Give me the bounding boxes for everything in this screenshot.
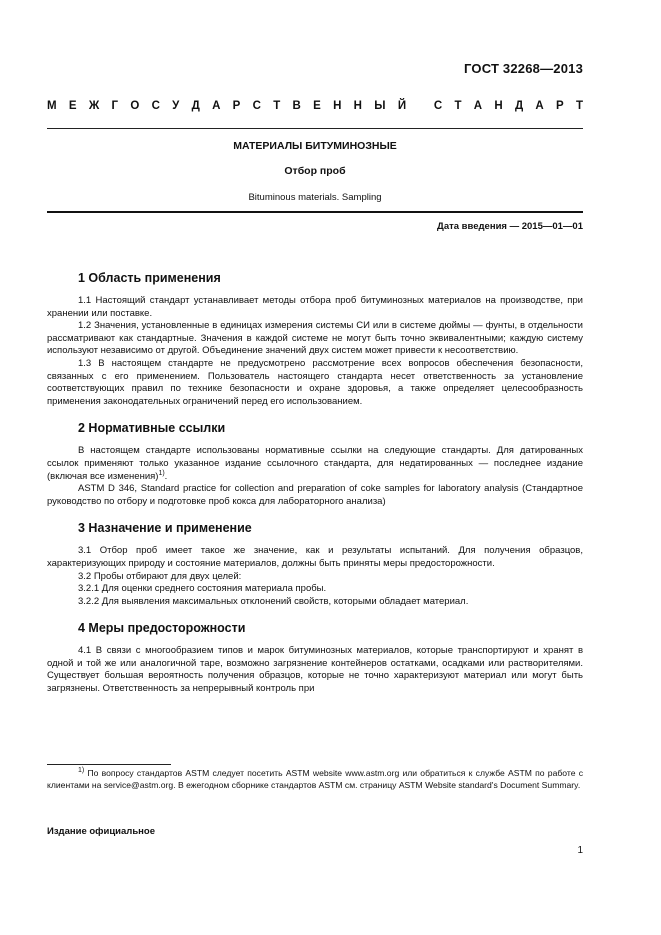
standard-type-letter: Е xyxy=(313,100,321,112)
paragraph: 3.2.1 Для оценки среднего состояния материала пробы. xyxy=(78,583,327,595)
page-number: 1 xyxy=(577,845,583,856)
standard-type-letter: М xyxy=(47,100,57,112)
standard-type-letter: О xyxy=(130,100,140,112)
standard-type-letter: Т xyxy=(273,100,281,112)
paragraph xyxy=(47,445,583,483)
document-title-english: Bituminous materials. Sampling xyxy=(248,192,382,203)
standard-type-letter: Р xyxy=(556,100,564,112)
document-body xyxy=(47,270,583,708)
standard-type-letter: Н xyxy=(494,100,503,112)
paragraph-text: В настоящем стандарте использованы нормативные ссылки на следующие стандарты. Для датированных ссылок применяют только указанное издание ссылочного стандарта, для недатированных — последнее издание (включая все изменения) xyxy=(47,445,583,482)
paragraph: 1.3 В настоящем стандарте не предусмотрено рассмотрение всех вопросов обеспечения безопасности, связанных с его применением. Пользователь настоящего стандарта несет ответственность за установление соответствующих правил по технике безопасности и охране здоровья, а также определяет целесообразность применения законодательных ограничений перед его использованием. xyxy=(47,357,583,407)
paragraph: 3.1 Отбор проб имеет такое же значение, как и результаты испытаний. Для получения образцов, характеризующих природу и состояние материалов, должны быть приняты меры предосторожности. xyxy=(47,545,583,569)
title-divider xyxy=(47,211,583,213)
paragraph: 4.1 В связи с многообразием типов и марок битуминозных материалов, которые транспортируют и хранят в одной и той же или аналогичной таре, возможно загрязнение контейнеров остатками, осадками или растворителями. Существует большая вероятность получения образцов, которые не точно характеризуют материал или могут быть загрязнены. Ответственность за непрерывный контроль при xyxy=(47,645,583,695)
standard-type-letter: Д xyxy=(514,100,524,112)
paragraph: 3.2.2 Для выявления максимальных отклонений свойств, которыми обладает материал. xyxy=(78,595,469,607)
paragraph: 1.1 Настоящий стандарт устанавливает методы отбора проб битуминозных материалов на производстве, при хранении или поставке. xyxy=(47,295,583,319)
standard-type-letter: С xyxy=(252,100,261,112)
standard-type-letter: С xyxy=(433,100,443,112)
footnote-paragraph xyxy=(47,767,583,791)
footnote-divider xyxy=(47,764,171,765)
document-subtitle: Отбор проб xyxy=(284,165,346,177)
standard-type-letter: У xyxy=(172,100,180,112)
standard-type-letter: Ы xyxy=(374,100,386,112)
standard-type-letter: Р xyxy=(232,100,241,112)
standard-code: ГОСТ 32268—2013 xyxy=(464,61,583,76)
standard-type-letter: Г xyxy=(111,100,119,112)
official-edition-label: Издание официальное xyxy=(47,826,155,837)
standard-type-letter: С xyxy=(151,100,160,112)
standard-type-letter: Е xyxy=(68,100,77,112)
standard-type-letter: Ж xyxy=(88,100,100,112)
paragraph: ASTM D 346, Standard practice for collection and preparation of coke samples for laboratory analysis (Стандартное руководство по отбору и подготовке проб кокса для лабораторного анализа) xyxy=(47,483,583,507)
footnote-text: По вопросу стандартов ASTM следует посетить ASTM website www.astm.org или обратиться к службе ASTM по работе с клиентами на service@astm.org. В ежегодном сборнике стандартов ASTM см. страницу ASTM Website standard's Document Summary. xyxy=(47,768,583,790)
standard-type-letter: Н xyxy=(333,100,342,112)
standard-type-letter: Т xyxy=(454,100,462,112)
section-heading: 3 Назначение и применение xyxy=(78,521,252,536)
standard-type-letter: А xyxy=(473,100,483,112)
standard-type-letter: В xyxy=(292,100,301,112)
standard-type-letter xyxy=(418,100,421,112)
paragraph: 3.2 Пробы отбирают для двух целей: xyxy=(78,570,242,582)
section-precautions xyxy=(47,620,583,695)
footnote-mark: 1) xyxy=(78,767,85,775)
standard-type-letter: Т xyxy=(575,100,583,112)
header-divider xyxy=(47,128,583,129)
standard-type-letter: А xyxy=(212,100,221,112)
footnote-ref: 1) xyxy=(158,469,165,477)
section-heading: 4 Меры предосторожности xyxy=(78,621,246,636)
section-purpose xyxy=(47,520,583,608)
paragraph-end: . xyxy=(164,470,168,482)
standard-type-letter: Д xyxy=(191,100,200,112)
document-title: МАТЕРИАЛЫ БИТУМИНОЗНЫЕ xyxy=(233,140,397,152)
standard-type-letter: Й xyxy=(397,100,407,112)
standard-type-heading xyxy=(47,100,583,112)
paragraph: 1.2 Значения, установленные в единицах измерения системы СИ или в системе дюймы — фунты, в отдельности рассматривают как стандартные. Значения в каждой системе не могут быть точно эквивалентными; каждую систему используют независимо от другой. Объединение значений двух систем может привести к несоответствию. xyxy=(47,320,583,357)
standard-type-letter: Н xyxy=(353,100,362,112)
standard-type-letter: А xyxy=(535,100,544,112)
section-heading: 2 Нормативные ссылки xyxy=(78,421,226,436)
effective-date: Дата введения — 2015—01—01 xyxy=(437,221,583,232)
footnote xyxy=(47,767,583,791)
section-heading: 1 Область применения xyxy=(78,271,221,285)
section-scope xyxy=(47,270,583,408)
section-normative-references xyxy=(47,420,583,508)
